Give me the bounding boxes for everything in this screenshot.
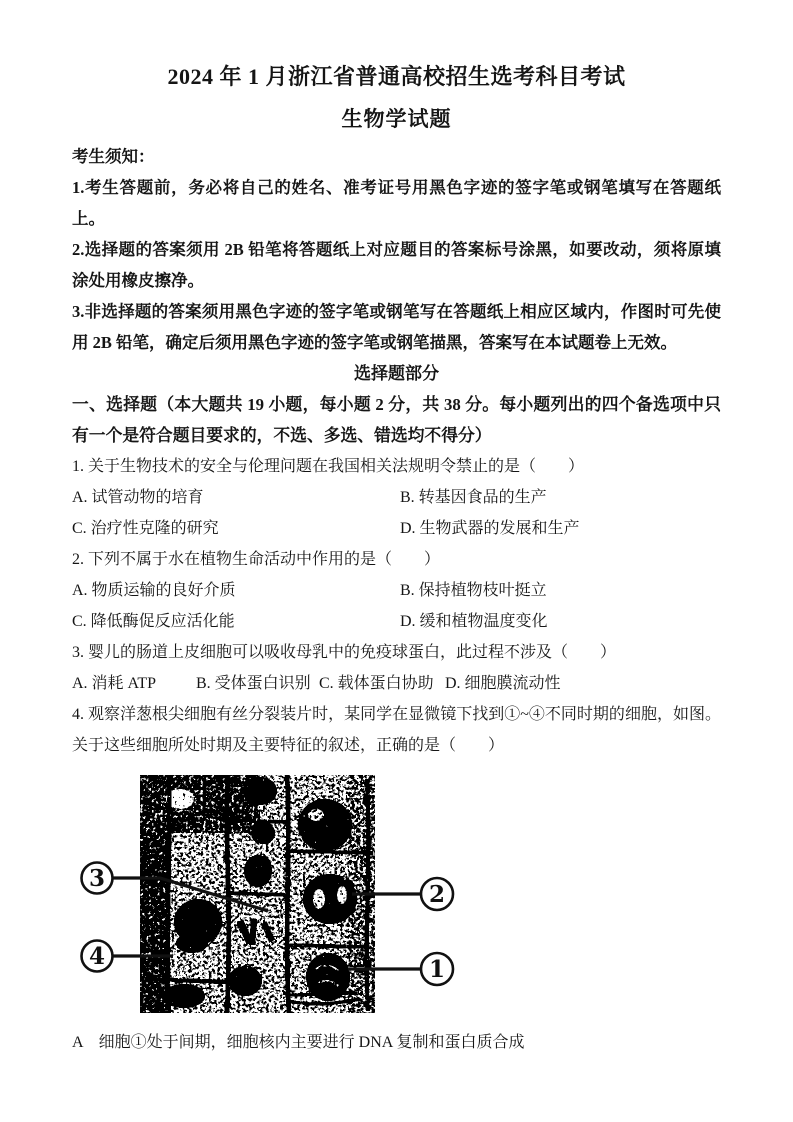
figure-label-4-digit: 4: [88, 943, 106, 970]
question-1-option-b: B. 转基因食品的生产: [400, 489, 547, 506]
question-3-option-c: C. 载体蛋白协助: [319, 675, 434, 692]
question-1-option-a: A. 试管动物的培育: [72, 489, 204, 506]
question-3-options-row: [72, 668, 721, 699]
question-2-option-b: B. 保持植物枝叶挺立: [400, 582, 547, 599]
question-3-stem: 3. 婴儿的肠道上皮细胞可以吸收母乳中的免疫球蛋白，此过程不涉及（ ）: [72, 644, 617, 661]
page-title: 2024 年 1 月浙江省普通高校招生选考科目考试: [167, 64, 626, 89]
figure-label-3-digit: 3: [88, 865, 106, 892]
choice-part-header: 选择题部分: [354, 364, 439, 383]
notice-item-3: 3.非选择题的答案须用黑色字迹的签字笔或钢笔写在答题纸上相应区域内，作图时可先使用 2B 铅笔，确定后须用黑色字迹的签字笔或钢笔描黑，答案写在本试题卷上无效。: [72, 302, 721, 352]
page-subtitle: 生物学试题: [341, 107, 452, 131]
question-2-options-row-1: [72, 575, 721, 606]
notice-header: 考生须知：: [72, 147, 155, 166]
question-2-stem: 2. 下列不属于水在植物生命活动中作用的是（ ）: [72, 551, 441, 568]
question-2-option-a: A. 物质运输的良好介质: [72, 582, 236, 599]
question-4-figure: [72, 773, 472, 1021]
question-3-option-b: B. 受体蛋白识别: [196, 675, 311, 692]
micrograph-cells: [140, 775, 375, 1013]
figure-label-1-digit: 1: [428, 956, 446, 983]
question-3-option-a: A. 消耗 ATP: [72, 675, 157, 692]
question-1-options-row-2: [72, 513, 721, 544]
notice-item-1: 1.考生答题前，务必将自己的姓名、准考证号用黑色字迹的签字笔或钢笔填写在答题纸上。: [72, 178, 721, 228]
question-2-options-row-2: [72, 606, 721, 637]
question-1-stem: 1. 关于生物技术的安全与伦理问题在我国相关法规明令禁止的是（ ）: [72, 458, 585, 475]
figure-label-2-digit: 2: [428, 881, 446, 908]
question-2-option-d: D. 缓和植物温度变化: [400, 613, 548, 630]
question-1-option-c: C. 治疗性克隆的研究: [72, 520, 219, 537]
question-1-options-row-1: [72, 482, 721, 513]
question-3-option-d: D. 细胞膜流动性: [445, 675, 561, 692]
question-4-stem: 4. 观察洋葱根尖细胞有丝分裂装片时，某同学在显微镜下找到①~④不同时期的细胞，如图。关于这些细胞所处时期及主要特征的叙述，正确的是（ ）: [72, 706, 721, 754]
notice-item-2: 2.选择题的答案须用 2B 铅笔将答题纸上对应题目的答案标号涂黑，如要改动，须将原填涂处用橡皮擦净。: [72, 240, 721, 290]
question-2-option-c: C. 降低酶促反应活化能: [72, 613, 235, 630]
section-one-intro: 一、选择题（本大题共 19 小题，每小题 2 分，共 38 分。每小题列出的四个备选项中只有一个是符合题目要求的，不选、多选、错选均不得分）: [72, 395, 721, 445]
question-1-option-d: D. 生物武器的发展和生产: [400, 520, 580, 537]
question-4-option-a: A 细胞①处于间期，细胞核内主要进行 DNA 复制和蛋白质合成: [72, 1034, 525, 1051]
mitosis-micrograph-image: [72, 773, 472, 1021]
